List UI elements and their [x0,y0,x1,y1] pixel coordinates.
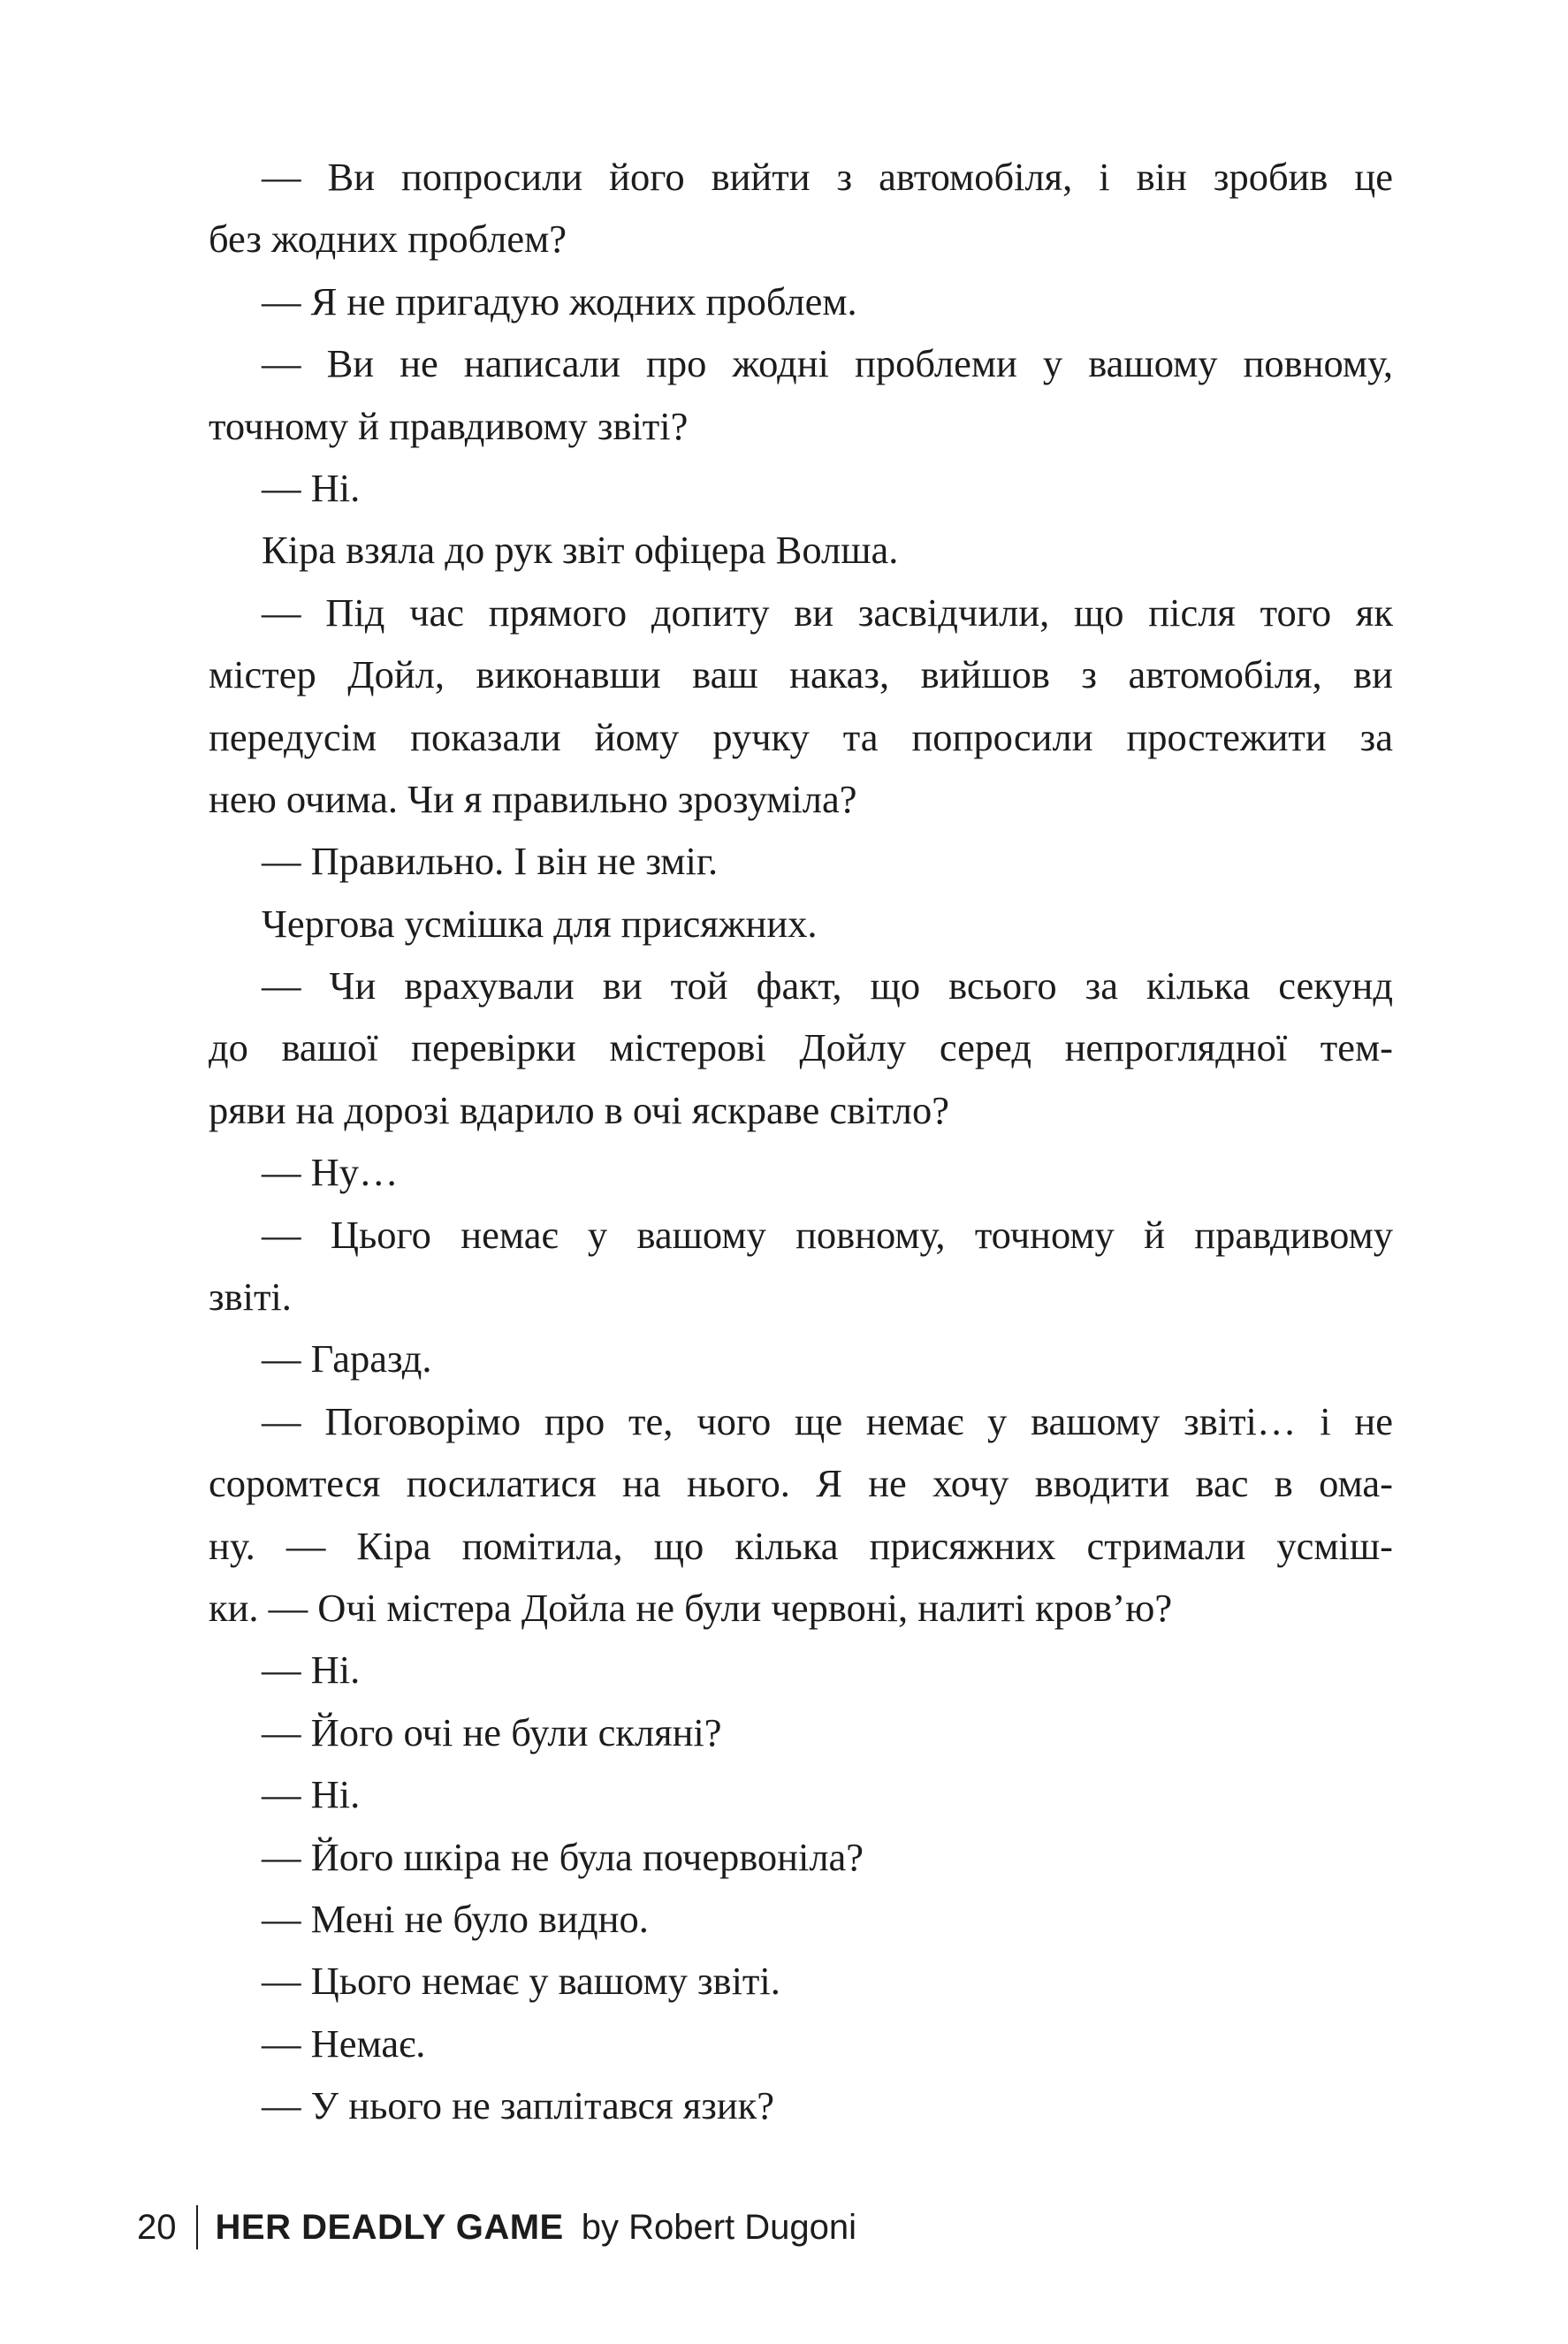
text-line: ряви на дорозі вдарило в очі яскраве світло? [209,1087,950,1132]
text-line: ки. — Очі містера Дойла не були червоні, налиті кров’ю? [209,1585,1173,1630]
text-line: — Ну… [262,1150,399,1195]
text-line: нею очима. Чи я правильно зрозуміла? [209,776,857,821]
text-line: — Ви попросили його вийти з автомобіля, і він зробив це [262,155,1393,199]
text-line: — Ви не написали про жодні проблеми у вашому повному, [262,341,1393,386]
text-line: — У нього не заплітався язик? [262,2083,775,2128]
text-line: Кіра взяла до рук звіт офіцера Волша. [262,528,899,573]
text-line: — Я не пригадую жодних проблем. [262,278,857,323]
text-line: передусім показали йому ручку та попросили простежити за [209,714,1393,759]
text-line: — Поговорімо про те, чого ще немає у вашому звіті… і не [262,1398,1393,1443]
text-line: ну. — Кіра помітила, що кілька присяжних стримали усміш- [209,1523,1393,1568]
text-line: містер Дойл, виконавши ваш наказ, вийшов з автомобіля, ви [209,652,1393,697]
text-line: — Чи врахували ви той факт, що всього за кілька секунд [262,963,1393,1008]
text-line: звіті. [209,1275,292,1320]
text-line: до вашої перевірки містерові Дойлу серед непроглядної тем- [209,1025,1393,1070]
text-line: — Його очі не були скляні? [262,1709,722,1754]
text-line: — Правильно. І він не зміг. [262,839,719,884]
text-line: соромтеся посилатися на нього. Я не хочу вводити вас в ома- [209,1461,1393,1506]
text-line: — Його шкіра не була почервоніла? [262,1834,864,1879]
page-footer [137,2201,856,2254]
text-line: без жодних проблем? [209,217,567,262]
text-line: Чергова усмішка для присяжних. [262,901,818,946]
text-line: — Цього немає у вашому повному, точному й правдивому [262,1212,1393,1257]
page-number: 20 [137,2207,177,2247]
text-line: — Гаразд. [262,1336,432,1381]
book-title: HER DEADLY GAME [215,2207,564,2247]
text-line: — Цього немає у вашому звіті. [262,1959,780,2004]
text-line: — Ні. [262,1772,361,1817]
text-line: — Ні. [262,1648,361,1693]
page-text [209,146,1393,2137]
footer-separator [196,2205,198,2249]
text-line: — Під час прямого допиту ви засвідчили, що після того як [262,590,1393,635]
text-line: — Немає. [262,2021,426,2066]
text-line: — Мені не було видно. [262,1896,649,1941]
text-line: — Ні. [262,465,361,510]
author-byline: by Robert Dugoni [581,2207,857,2247]
text-line: точному й правдивому звіті? [209,403,689,448]
